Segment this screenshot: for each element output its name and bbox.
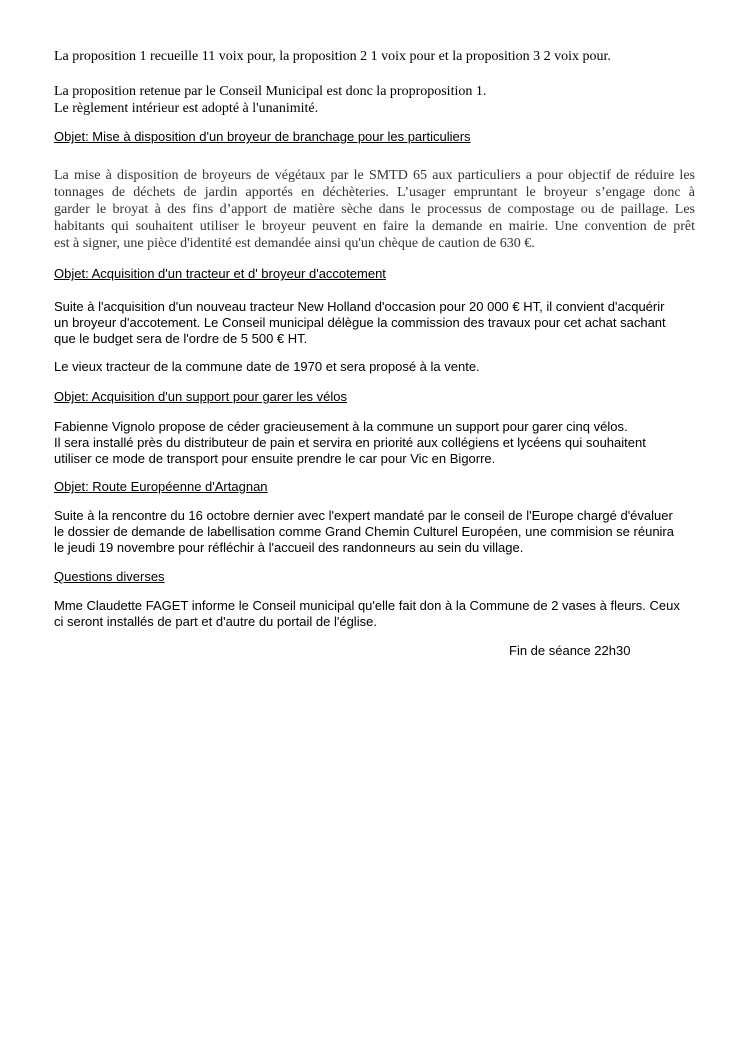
heading-velos: Objet: Acquisition d'un support pour garer les vélos — [54, 389, 347, 404]
velos-line: utiliser ce mode de transport pour ensuite prendre le car pour Vic en Bigorre. — [54, 451, 496, 466]
broyeur-line: habitants qui souhaitent utiliser le broyeur peuvent en faire la demande en mairie. Une convention de prêt — [54, 219, 695, 234]
velos-line: Il sera installé près du distributeur de pain et servira en priorité aux collégiens et lycéens qui souhaitent — [54, 435, 646, 450]
tracteur-line: que le budget sera de l'ordre de 5 500 € HT. — [54, 331, 308, 346]
broyeur-line: est à signer, une pièce d'identité est demandée ainsi qu'un chèque de caution de 630 €. — [54, 236, 535, 251]
tracteur-paragraph-2: Le vieux tracteur de la commune date de 1970 et sera proposé à la vente. — [54, 359, 480, 374]
vote-retained-block — [54, 83, 695, 117]
questions-line: ci seront installés de part et d'autre du portail de l'église. — [54, 614, 377, 629]
broyeur-line: La mise à disposition de broyeurs de végétaux par le SMTD 65 aux particuliers a pour objectif de réduire les — [54, 168, 695, 183]
heading-questions-diverses: Questions diverses — [54, 569, 165, 584]
document-page — [54, 0, 695, 1052]
artagnan-line: le dossier de demande de labellisation comme Grand Chemin Culturel Européen, une commision se réunira — [54, 524, 674, 539]
heading-artagnan: Objet: Route Européenne d'Artagnan — [54, 479, 268, 494]
vote-result-line: La proposition 1 recueille 11 voix pour, la proposition 2 1 voix pour et la proposition 3 2 voix pour. — [54, 49, 611, 64]
artagnan-line: le jeudi 19 novembre pour réfléchir à l'accueil des randonneurs au sein du village. — [54, 540, 524, 555]
heading-broyeur-branchage: Objet: Mise à disposition d'un broyeur de branchage pour les particuliers — [54, 129, 471, 144]
vote-adopted-line: Le règlement intérieur est adopté à l'unanimité. — [54, 101, 319, 116]
questions-line: Mme Claudette FAGET informe le Conseil municipal qu'elle fait don à la Commune de 2 vases à fleurs. Ceux — [54, 598, 680, 613]
tracteur-line: un broyeur d'accotement. Le Conseil municipal délègue la commission des travaux pour cet achat sachant — [54, 315, 666, 330]
broyeur-line: tonnages de déchets de jardin apportés en déchèteries. L’usager empruntant le broyeur s’engage donc à — [54, 185, 695, 200]
vote-retained-line: La proposition retenue par le Conseil Municipal est donc la proproposition 1. — [54, 84, 487, 99]
heading-tracteur: Objet: Acquisition d'un tracteur et d' broyeur d'accotement — [54, 266, 386, 281]
artagnan-paragraph — [54, 508, 695, 556]
velos-paragraph — [54, 419, 695, 467]
questions-paragraph — [54, 598, 695, 630]
tracteur-paragraph-1 — [54, 299, 695, 347]
artagnan-line: Suite à la rencontre du 16 octobre dernier avec l'expert mandaté par le conseil de l'Europe chargé d'évaluer — [54, 508, 673, 523]
broyeur-branchage-paragraph — [54, 167, 695, 252]
tracteur-line: Suite à l'acquisition d'un nouveau tracteur New Holland d'occasion pour 20 000 € HT, il convient d'acquérir — [54, 299, 665, 314]
velos-line: Fabienne Vignolo propose de céder gracieusement à la commune un support pour garer cinq vélos. — [54, 419, 628, 434]
closing-time: Fin de séance 22h30 — [509, 643, 631, 658]
broyeur-line: garder le broyat à des fins d’apport de matière sèche dans le processus de compostage ou de paillage. Les — [54, 202, 695, 217]
